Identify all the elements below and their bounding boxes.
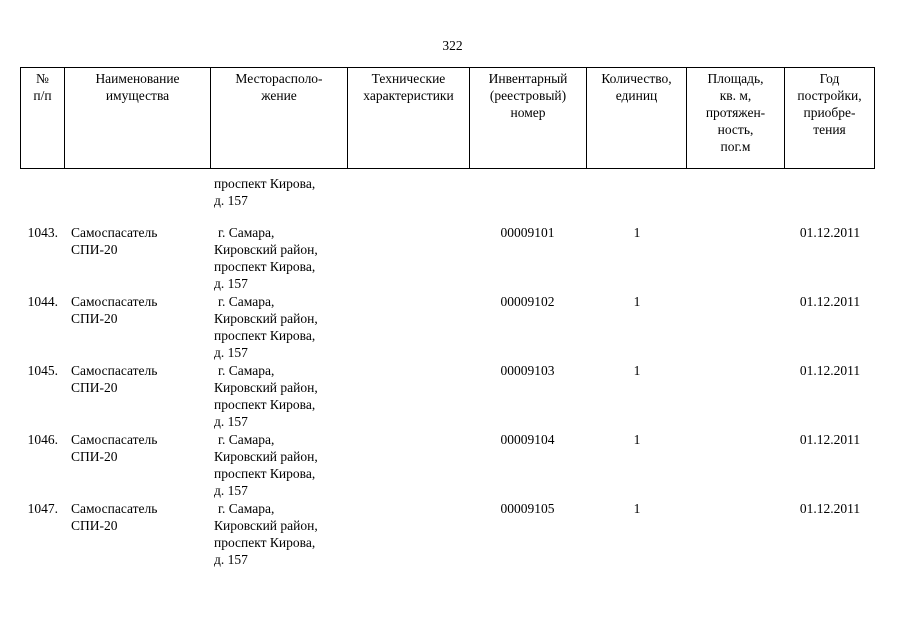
- header-line: единиц: [615, 88, 658, 103]
- row-location: [214, 224, 344, 292]
- row-location-line: г. Самара,: [218, 432, 275, 447]
- row-name-line: СПИ-20: [71, 311, 118, 326]
- row-quantity: 1: [633, 432, 641, 447]
- row-location: [214, 362, 344, 430]
- row-number: 1046.: [27, 432, 58, 447]
- row-location-line: Кировский район,: [214, 380, 318, 395]
- row-location-line: проспект Кирова,: [214, 259, 316, 274]
- row-location-line: д. 157: [214, 552, 248, 567]
- column-header-area: [687, 68, 785, 169]
- header-line: тения: [813, 122, 846, 137]
- header-line: №: [36, 71, 49, 86]
- row-location-line: г. Самара,: [218, 225, 275, 240]
- header-line: Технические: [371, 71, 446, 86]
- row-inventory-number: 00009105: [500, 501, 555, 516]
- row-location-line: Кировский район,: [214, 518, 318, 533]
- row-name-line: Самоспасатель: [71, 501, 158, 516]
- header-line: Год: [819, 71, 840, 86]
- row-number: 1047.: [27, 501, 58, 516]
- row-name-line: Самоспасатель: [71, 225, 158, 240]
- row-name-line: СПИ-20: [71, 518, 118, 533]
- row-name-line: Самоспасатель: [71, 432, 158, 447]
- header-line: номер: [510, 105, 546, 120]
- row-number: 1043.: [27, 225, 58, 240]
- row-year: 01.12.2011: [799, 294, 861, 309]
- row-name-line: СПИ-20: [71, 449, 118, 464]
- header-line: приобре-: [803, 105, 856, 120]
- column-header-specs: [348, 68, 470, 169]
- header-line: пог.м: [720, 139, 751, 154]
- header-line: протяжен-: [705, 105, 766, 120]
- row-location-line: проспект Кирова,: [214, 397, 316, 412]
- row-name: [71, 293, 206, 327]
- row-name: [71, 224, 206, 258]
- row-location: [214, 500, 344, 568]
- row-inventory-number: 00009103: [500, 363, 555, 378]
- row-name: [71, 431, 206, 465]
- row-name-line: СПИ-20: [71, 380, 118, 395]
- continued-location: [214, 175, 315, 209]
- column-header-year: [785, 68, 875, 169]
- row-location-line: Кировский район,: [214, 242, 318, 257]
- header-line: характеристики: [363, 88, 454, 103]
- header-line: Инвентарный: [488, 71, 568, 86]
- row-number: 1045.: [27, 363, 58, 378]
- header-line: ность,: [717, 122, 754, 137]
- column-header-inventory: [470, 68, 587, 169]
- row-year: 01.12.2011: [799, 432, 861, 447]
- row-name: [71, 500, 206, 534]
- header-line: (реестровый): [489, 88, 567, 103]
- continued-location-line: проспект Кирова,: [214, 176, 316, 191]
- row-location-line: Кировский район,: [214, 449, 318, 464]
- row-location-line: д. 157: [214, 276, 248, 291]
- column-header-name: [65, 68, 211, 169]
- header-line: жение: [261, 88, 297, 103]
- page-number: 322: [442, 38, 463, 53]
- row-name-line: Самоспасатель: [71, 363, 158, 378]
- row-location-line: г. Самара,: [218, 294, 275, 309]
- column-header-location: [211, 68, 348, 169]
- row-year: 01.12.2011: [799, 501, 861, 516]
- header-line: кв. м,: [719, 88, 752, 103]
- header-line: имущества: [105, 88, 170, 103]
- header-line: Количество,: [601, 71, 672, 86]
- header-line: Наименование: [95, 71, 180, 86]
- continued-location-line: д. 157: [214, 193, 248, 208]
- row-year: 01.12.2011: [799, 363, 861, 378]
- row-number: 1044.: [27, 294, 58, 309]
- row-location-line: г. Самара,: [218, 363, 275, 378]
- row-location-line: Кировский район,: [214, 311, 318, 326]
- header-line: Площадь,: [707, 71, 764, 86]
- row-location-line: г. Самара,: [218, 501, 275, 516]
- row-location-line: проспект Кирова,: [214, 535, 316, 550]
- column-header-number: [21, 68, 65, 169]
- row-name-line: Самоспасатель: [71, 294, 158, 309]
- row-location-line: проспект Кирова,: [214, 328, 316, 343]
- row-inventory-number: 00009104: [500, 432, 555, 447]
- header-line: Месторасполо-: [235, 71, 323, 86]
- row-inventory-number: 00009101: [500, 225, 555, 240]
- row-location: [214, 431, 344, 499]
- row-location: [214, 293, 344, 361]
- header-line: п/п: [33, 88, 52, 103]
- row-location-line: проспект Кирова,: [214, 466, 316, 481]
- header-line: постройки,: [797, 88, 862, 103]
- row-location-line: д. 157: [214, 345, 248, 360]
- column-header-quantity: [587, 68, 687, 169]
- row-quantity: 1: [633, 294, 641, 309]
- row-quantity: 1: [633, 501, 641, 516]
- row-quantity: 1: [633, 363, 641, 378]
- table-header: [20, 67, 875, 169]
- row-location-line: д. 157: [214, 483, 248, 498]
- row-inventory-number: 00009102: [500, 294, 555, 309]
- row-quantity: 1: [633, 225, 641, 240]
- row-location-line: д. 157: [214, 414, 248, 429]
- row-name-line: СПИ-20: [71, 242, 118, 257]
- row-name: [71, 362, 206, 396]
- row-year: 01.12.2011: [799, 225, 861, 240]
